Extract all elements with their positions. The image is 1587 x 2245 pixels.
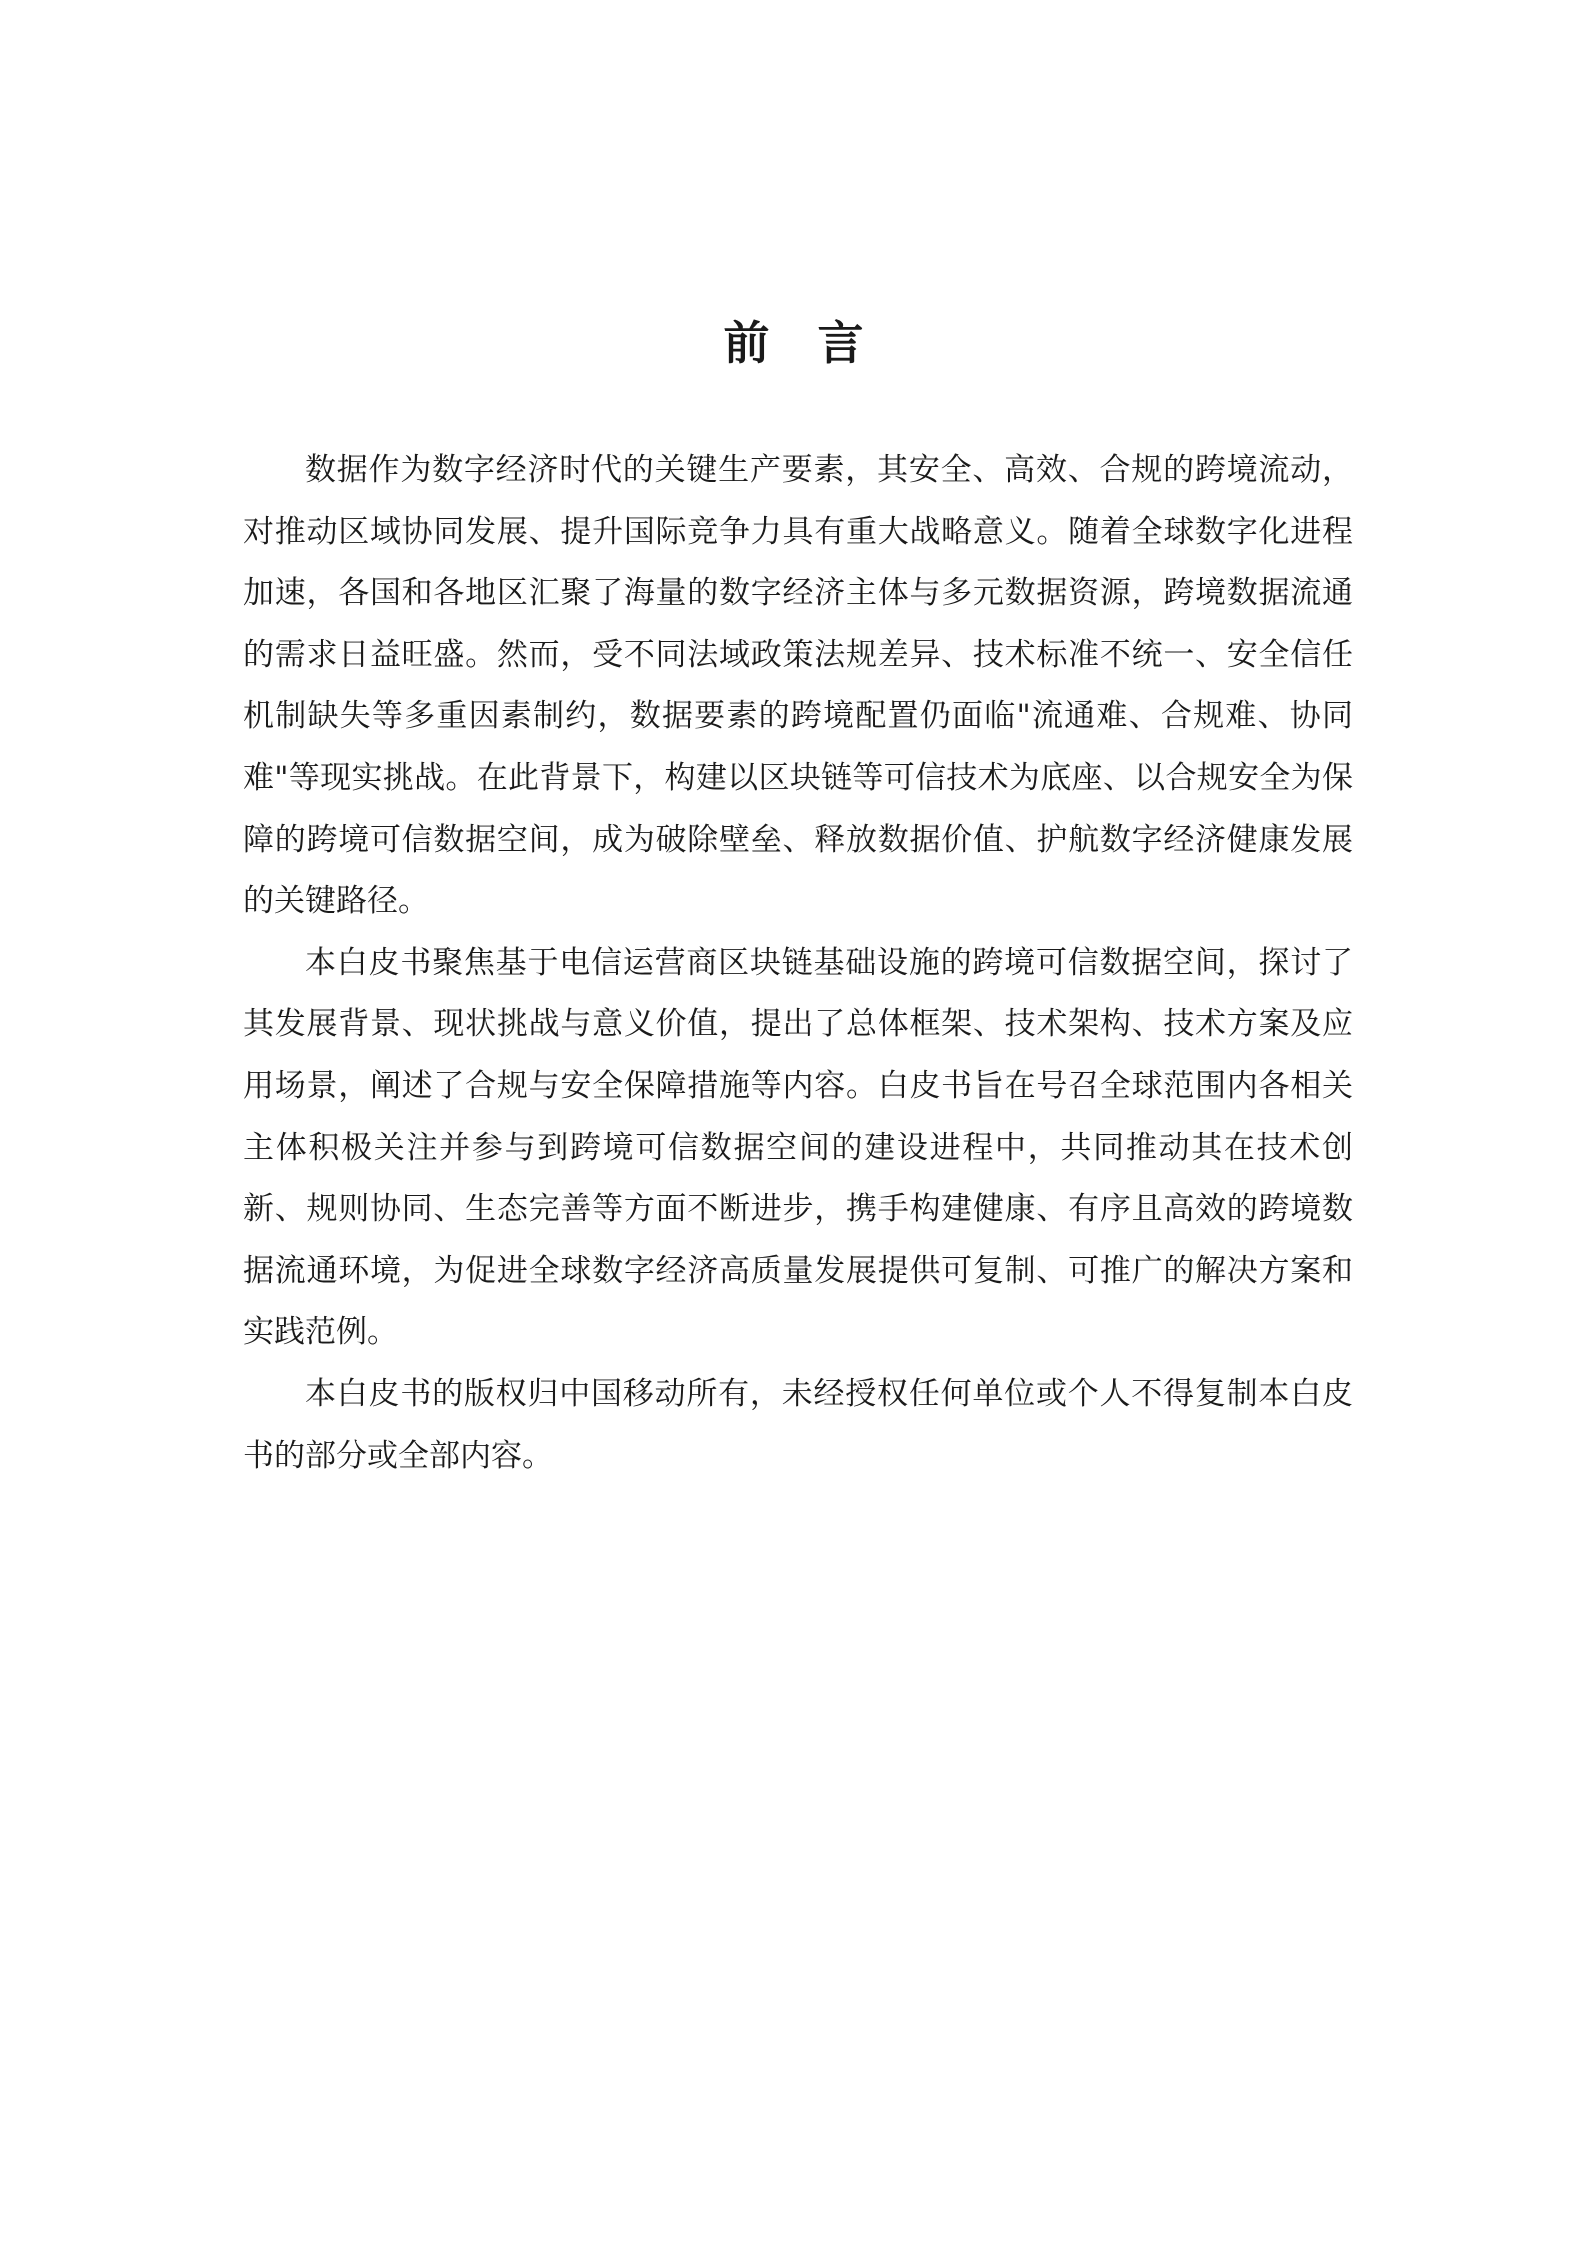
paragraph-background: 数据作为数字经济时代的关键生产要素，其安全、高效、合规的跨境流动，对推动区域协同发展、提升国际竞争力具有重大战略意义。随着全球数字化进程加速，各国和各地区汇聚了海量的数字经济主体与多元数据资源，跨境数据流通的需求日益旺盛。然而，受不同法域政策法规差异、技术标准不统一、安全信任机制缺失等多重因素制约，数据要素的跨境配置仍面临"流通难、合规难、协同难"等现实挑战。在此背景下，构建以区块链等可信技术为底座、以合规安全为保障的跨境可信数据空间，成为破除壁垒、释放数据价值、护航数字经济健康发展的关键路径。 <box>243 452 1353 920</box>
paragraph-copyright: 本白皮书的版权归中国移动所有，未经授权任何单位或个人不得复制本白皮书的部分或全部内容。 <box>243 1375 1353 1474</box>
page-title: 前言 <box>723 315 912 370</box>
body-text <box>243 440 1353 1487</box>
paragraph-scope: 本白皮书聚焦基于电信运营商区块链基础设施的跨境可信数据空间，探讨了其发展背景、现状挑战与意义价值，提出了总体框架、技术架构、技术方案及应用场景，阐述了合规与安全保障措施等内容。白皮书旨在号召全球范围内各相关主体积极关注并参与到跨境可信数据空间的建设进程中，共同推动其在技术创新、规则协同、生态完善等方面不断进步，携手构建健康、有序且高效的跨境数据流通环境，为促进全球数字经济高质量发展提供可复制、可推广的解决方案和实践范例。 <box>243 944 1353 1351</box>
